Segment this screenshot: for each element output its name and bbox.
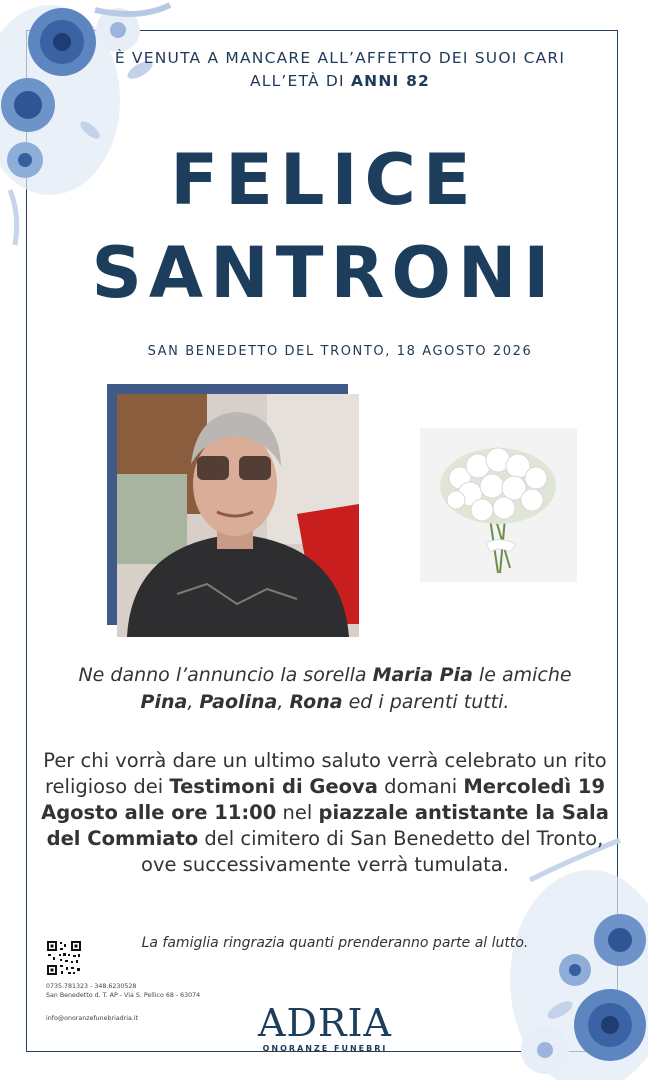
- ceremony-fragment: domani: [377, 775, 464, 798]
- announcement-fragment: ,: [277, 691, 290, 713]
- deceased-first-name: FELICE: [170, 139, 478, 221]
- contact-phone: 0735.781323 - 348.6230528: [46, 983, 137, 990]
- contact-email[interactable]: info@onoranzefunebriadria.it: [46, 1015, 139, 1022]
- place-date: SAN BENEDETTO DEL TRONTO, 18 AGOSTO 2026: [147, 344, 533, 359]
- ceremony-fragment: Per chi vorrà dare un ultimo saluto verrà celebrato un rito religioso dei: [43, 749, 607, 798]
- age-value: ANNI 82: [350, 72, 431, 90]
- ceremony-text: [40, 748, 610, 878]
- announcement-fragment: ,: [187, 691, 200, 713]
- logo-wordmark: ADRIA: [258, 1001, 392, 1045]
- sister-name: Maria Pia: [372, 664, 473, 686]
- ceremony-fragment: nel: [276, 801, 319, 824]
- announcement-fragment: ed i parenti tutti.: [342, 691, 510, 713]
- logo-subtitle: ONORANZE FUNEBRI: [262, 1044, 388, 1053]
- ceremony-fragment: del cimitero di San Benedetto del Tronto, ove successivamente verrà tumulata.: [141, 827, 604, 876]
- adria-logo: [250, 1003, 400, 1053]
- friend-name: Rona: [289, 691, 343, 713]
- friend-name: Pina: [140, 691, 188, 713]
- deceased-portrait: [117, 394, 359, 637]
- friend-name: Paolina: [199, 691, 278, 713]
- ceremony-location: piazzale antistante la Sala del Commiato: [46, 801, 609, 850]
- announcement-fragment: Ne danno l’annuncio la sorella: [78, 664, 373, 686]
- white-roses-bouquet-image: [420, 428, 577, 582]
- deceased-last-name: SANTRONI: [91, 232, 557, 314]
- qr-code[interactable]: [46, 940, 82, 976]
- header-line-1: È VENUTA A MANCARE ALL’AFFETTO DEI SUOI CARI: [114, 49, 566, 67]
- announcement-text: [40, 662, 610, 716]
- announcement-fragment: le amiche: [472, 664, 572, 686]
- religion-name: Testimoni di Geova: [169, 775, 378, 798]
- age-prefix: ALL’ETÀ DI: [249, 72, 351, 90]
- header-line-2: [110, 70, 570, 92]
- family-thanks: La famiglia ringrazia quanti prenderanno parte al lutto.: [141, 935, 529, 951]
- ceremony-datetime: Mercoledì 19 Agosto alle ore 11:00: [41, 775, 606, 824]
- contact-address: San Benedetto d. T. AP - Via S. Pellico 68 - 63074: [46, 992, 201, 999]
